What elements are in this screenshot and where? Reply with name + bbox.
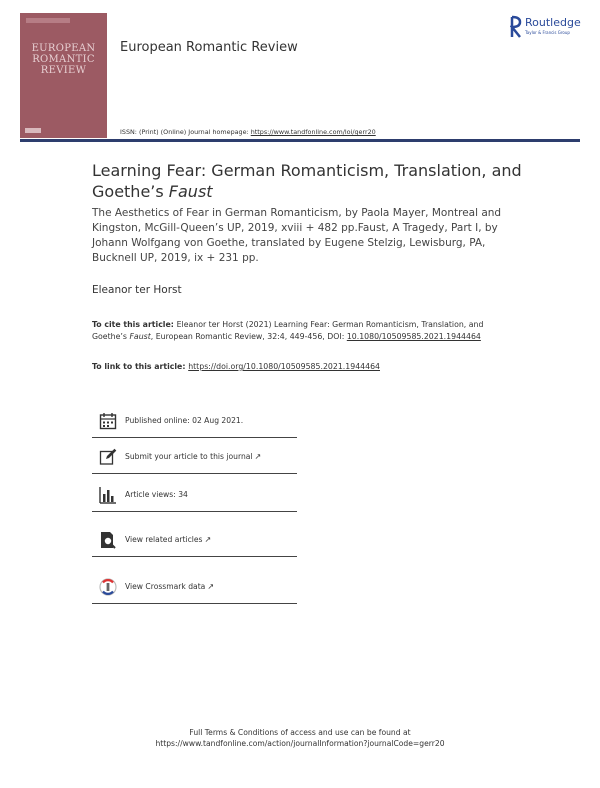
info-divider [92, 556, 297, 557]
terms-text: Full Terms & Conditions of access and use can be found at [189, 728, 411, 737]
journal-name: European Romantic Review [120, 40, 298, 55]
terms-footer [0, 727, 600, 749]
edit-icon [99, 448, 117, 466]
cover-title: EUROPEAN ROMANTIC REVIEW [31, 43, 96, 76]
crossmark-row[interactable] [92, 570, 297, 604]
article-views-text: Article views: 34 [125, 490, 188, 499]
article-author: Eleanor ter Horst [92, 284, 182, 296]
article-link-line: To link to this article: https://doi.org/10.1080/10509585.2021.1944464 [92, 362, 380, 371]
cover-publisher-logo [25, 128, 41, 133]
routledge-logo [510, 15, 590, 43]
external-link-icon: ↗ [207, 582, 215, 591]
routledge-tagline: Taylor & Francis Group [525, 30, 570, 35]
related-articles-link[interactable]: View related articles ↗ [125, 535, 212, 544]
terms-url[interactable]: https://www.tandfonline.com/action/journalInformation?journalCode=gerr20 [155, 739, 445, 748]
info-divider [92, 473, 297, 474]
doi-link[interactable]: 10.1080/10509585.2021.1944464 [346, 331, 481, 341]
header-rule [20, 139, 580, 142]
info-divider [92, 603, 297, 604]
search-document-icon [99, 531, 117, 549]
submit-article-link[interactable]: Submit your article to this journal ↗ [125, 452, 262, 461]
issn-line: ISSN: (Print) (Online) Journal homepage: https://www.tandfonline.com/loi/gerr20 [120, 128, 376, 136]
crossmark-link[interactable]: View Crossmark data ↗ [125, 582, 215, 591]
related-articles-row[interactable] [92, 523, 297, 557]
routledge-mark-icon [510, 15, 522, 39]
journal-cover [20, 13, 107, 138]
submit-article-row[interactable] [92, 440, 297, 474]
published-online-row [92, 404, 297, 438]
external-link-icon: ↗ [254, 452, 262, 461]
published-online-text: Published online: 02 Aug 2021. [125, 416, 244, 425]
external-link-icon: ↗ [204, 535, 212, 544]
article-views-row [92, 478, 297, 512]
info-divider [92, 511, 297, 512]
calendar-icon [99, 412, 117, 430]
routledge-name: Routledge [525, 16, 581, 29]
article-subtitle: The Aesthetics of Fear in German Romanticism, by Paola Mayer, Montreal and Kingston, McGill-Queen’s UP, 2019, xviii + 482 pp.Faust, A Tragedy, Part I, by Johann Wolfgang von Goethe, translated by Eugene Stelzig, Lewisburg, PA, Bucknell UP, 2019, ix + 231 pp. [92, 207, 502, 264]
citation: To cite this article: Eleanor ter Horst (2021) Learning Fear: German Romanticism, Translation, and Goethe’s Faust, European Romantic Review, 32:4, 449-456, DOI: 10.1080/10509585.2021.1944464 [92, 320, 484, 341]
info-divider [92, 437, 297, 438]
bar-chart-icon [99, 486, 117, 504]
journal-homepage-link[interactable]: https://www.tandfonline.com/loi/gerr20 [250, 128, 376, 136]
article-doi-url[interactable]: https://doi.org/10.1080/10509585.2021.1944464 [188, 362, 380, 371]
crossmark-icon [99, 578, 117, 596]
article-title: Learning Fear: German Romanticism, Translation, and Goethe’s Faust [92, 161, 522, 201]
cover-tag [26, 18, 70, 23]
